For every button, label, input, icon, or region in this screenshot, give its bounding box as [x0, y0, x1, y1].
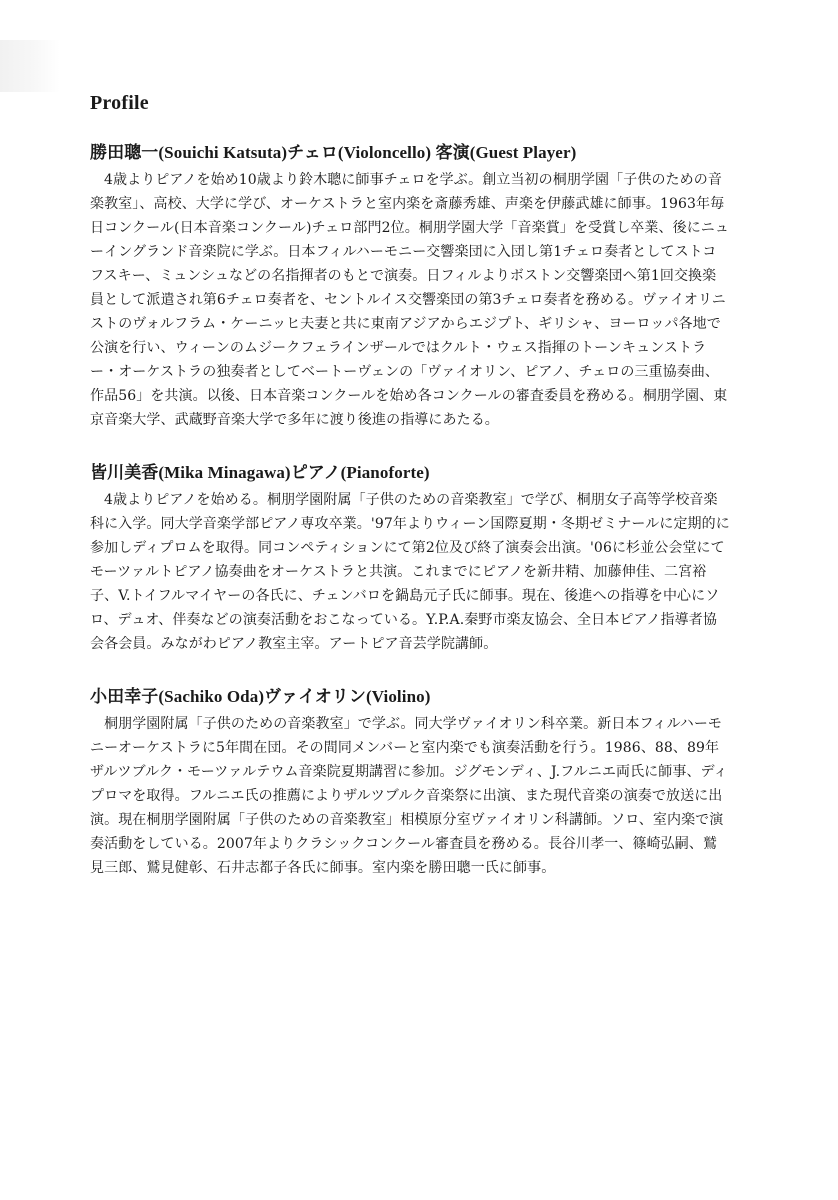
- profile-title: 小田幸子(Sachiko Oda)ヴァイオリン(Violino): [90, 687, 431, 706]
- profile-section-katsuta: [90, 140, 730, 432]
- page-heading: Profile: [90, 92, 149, 114]
- profile-page: [90, 90, 730, 908]
- profile-title: 勝田聰一(Souichi Katsuta)チェロ(Violoncello) 客演(Guest Player): [90, 143, 577, 162]
- scan-corner-mark: [0, 40, 60, 92]
- profile-section-oda: [90, 684, 730, 880]
- profile-bio: 4歳よりピアノを始める。桐朋学園附属「子供のための音楽教室」で学び、桐朋女子高等学校音楽科に入学。同大学音楽学部ピアノ専攻卒業。'97年よりウィーン国際夏期・冬期ゼミナールに定期的に参加しディプロムを取得。同コンペティションにて第2位及び終了演奏会出演。'06に杉並公会堂にてモーツァルトピアノ協奏曲をオーケストラと共演。これまでにピアノを新井精、加藤伸佳、二宮裕子、V.トイフルマイヤーの各氏に、チェンバロを鍋島元子氏に師事。現在、後進への指導を中心にソロ、デュオ、伴奏などの演奏活動をおこなっている。Y.P.A.秦野市楽友協会、全日本ピアノ指導者協会各会員。みながわピアノ教室主宰。アートピア音芸学院講師。: [90, 492, 730, 652]
- profile-bio: 桐朋学園附属「子供のための音楽教室」で学ぶ。同大学ヴァイオリン科卒業。新日本フィルハーモニーオーケストラに5年間在団。その間同メンバーと室内楽でも演奏活動を行う。1986、88、89年ザルツブルク・モーツァルテウム音楽院夏期講習に参加。ジグモンディ、J.フルニエ両氏に師事、ディプロマを取得。フルニエ氏の推薦によりザルツブルク音楽祭に出演、また現代音楽の演奏で放送に出演。現在桐朋学園附属「子供のための音楽教室」相模原分室ヴァイオリン科講師。ソロ、室内楽で演奏活動をしている。2007年よりクラシックコンクール審査員を務める。長谷川孝一、篠崎弘嗣、鷲見三郎、鷲見健彰、石井志都子各氏に師事。室内楽を勝田聰一氏に師事。: [90, 716, 728, 876]
- profile-section-minagawa: [90, 460, 730, 656]
- profile-title: 皆川美香(Mika Minagawa)ピアノ(Pianoforte): [90, 463, 430, 482]
- profile-bio: 4歳よりピアノを始め10歳より鈴木聰に師事チェロを学ぶ。創立当初の桐朋学園「子供のための音楽教室」、高校、大学に学び、オーケストラと室内楽を斎藤秀雄、声楽を伊藤武雄に師事。1963年毎日コンクール(日本音楽コンクール)チェロ部門2位。桐朋学園大学「音楽賞」を受賞し卒業、後にニューイングランド音楽院に学ぶ。日本フィルハーモニー交響楽団に入団し第1チェロ奏者としてストコフスキー、ミュンシュなどの名指揮者のもとで演奏。日フィルよりボストン交響楽団へ第1回交換楽員として派遣され第6チェロ奏者を、セントルイス交響楽団の第3チェロ奏者を務める。ヴァイオリニストのヴォルフラム・ケーニッヒ夫妻と共に東南アジアからエジプト、ギリシャ、ヨーロッパ各地で公演を行い、ウィーンのムジークフェラインザールではクルト・ウェス指揮のトーンキュンストラー・オーケストラの独奏者としてベートーヴェンの「ヴァイオリン、ピアノ、チェロの三重協奏曲、作品56」を共演。以後、日本音楽コンクールを始め各コンクールの審査委員を務める。桐朋学園、東京音楽大学、武蔵野音楽大学で多年に渡り後進の指導にあたる。: [90, 172, 729, 428]
